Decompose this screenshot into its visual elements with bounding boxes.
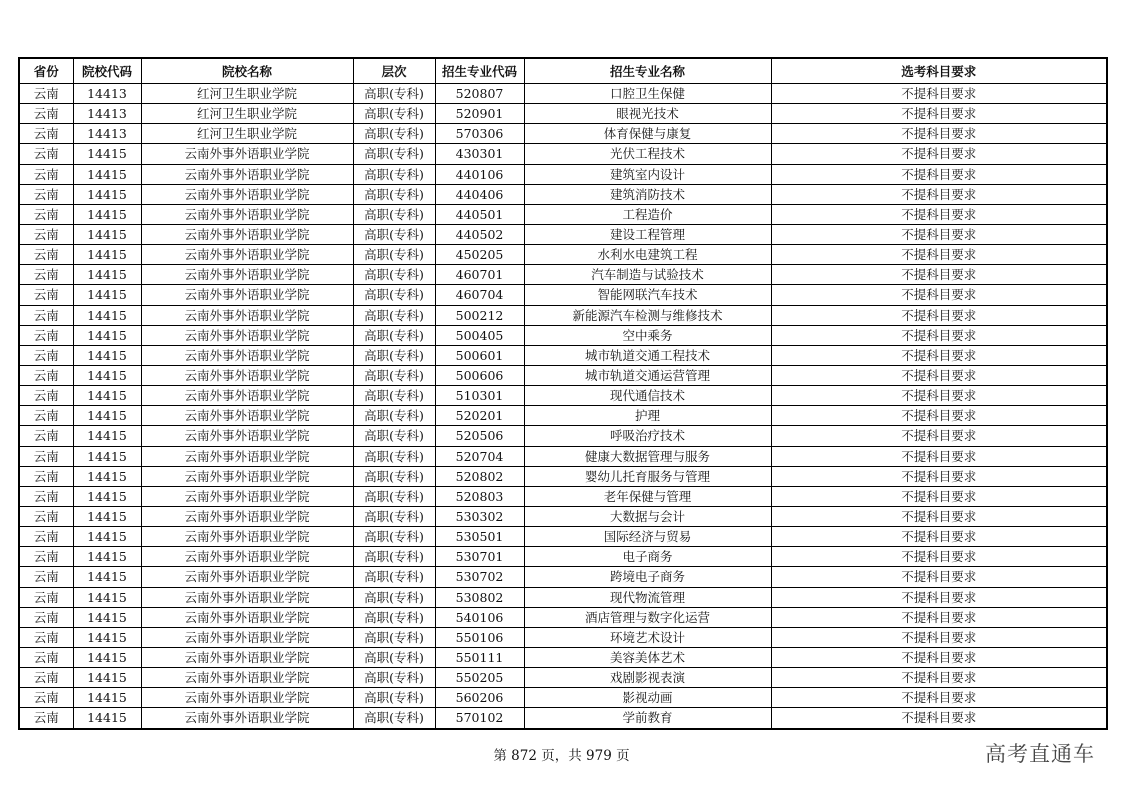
table-row <box>19 325 1107 345</box>
major-name-cell: 空中乘务 <box>524 325 771 345</box>
major-name-cell: 现代通信技术 <box>524 386 771 406</box>
subject-requirement-cell: 不提科目要求 <box>771 647 1107 667</box>
subject-requirement-cell: 不提科目要求 <box>771 527 1107 547</box>
level-cell: 高职(专科) <box>353 527 435 547</box>
school-name-cell: 云南外事外语职业学院 <box>141 446 353 466</box>
province-cell: 云南 <box>19 164 73 184</box>
header-province: 省份 <box>19 58 73 84</box>
school-name-cell: 云南外事外语职业学院 <box>141 184 353 204</box>
subject-requirement-cell: 不提科目要求 <box>771 486 1107 506</box>
school-name-cell: 云南外事外语职业学院 <box>141 547 353 567</box>
level-cell: 高职(专科) <box>353 406 435 426</box>
school-name-cell: 红河卫生职业学院 <box>141 84 353 104</box>
major-name-cell: 新能源汽车检测与维修技术 <box>524 305 771 325</box>
subject-requirement-cell: 不提科目要求 <box>771 285 1107 305</box>
level-cell: 高职(专科) <box>353 426 435 446</box>
level-cell: 高职(专科) <box>353 144 435 164</box>
school-name-cell: 云南外事外语职业学院 <box>141 466 353 486</box>
subject-requirement-cell: 不提科目要求 <box>771 265 1107 285</box>
table-row <box>19 426 1107 446</box>
school-code-cell: 14415 <box>73 305 141 325</box>
major-name-cell: 光伏工程技术 <box>524 144 771 164</box>
major-code-cell: 440502 <box>435 224 524 244</box>
major-code-cell: 530702 <box>435 567 524 587</box>
major-name-cell: 老年保健与管理 <box>524 486 771 506</box>
major-name-cell: 汽车制造与试验技术 <box>524 265 771 285</box>
major-code-cell: 540106 <box>435 607 524 627</box>
subject-requirement-cell: 不提科目要求 <box>771 506 1107 526</box>
major-code-cell: 520803 <box>435 486 524 506</box>
school-name-cell: 云南外事外语职业学院 <box>141 345 353 365</box>
table-row <box>19 647 1107 667</box>
table-row <box>19 527 1107 547</box>
table-row <box>19 406 1107 426</box>
province-cell: 云南 <box>19 587 73 607</box>
major-name-cell: 现代物流管理 <box>524 587 771 607</box>
school-code-cell: 14415 <box>73 486 141 506</box>
school-name-cell: 云南外事外语职业学院 <box>141 224 353 244</box>
table-row <box>19 688 1107 708</box>
school-code-cell: 14415 <box>73 164 141 184</box>
school-name-cell: 云南外事外语职业学院 <box>141 587 353 607</box>
province-cell: 云南 <box>19 124 73 144</box>
table-row <box>19 204 1107 224</box>
level-cell: 高职(专科) <box>353 567 435 587</box>
school-code-cell: 14415 <box>73 365 141 385</box>
subject-requirement-cell: 不提科目要求 <box>771 305 1107 325</box>
subject-requirement-cell: 不提科目要求 <box>771 708 1107 729</box>
header-major-name: 招生专业名称 <box>524 58 771 84</box>
table-row <box>19 708 1107 729</box>
school-name-cell: 红河卫生职业学院 <box>141 104 353 124</box>
school-code-cell: 14415 <box>73 325 141 345</box>
subject-requirement-cell: 不提科目要求 <box>771 124 1107 144</box>
level-cell: 高职(专科) <box>353 184 435 204</box>
school-code-cell: 14415 <box>73 406 141 426</box>
major-code-cell: 550111 <box>435 647 524 667</box>
table-row <box>19 607 1107 627</box>
province-cell: 云南 <box>19 265 73 285</box>
table-row <box>19 184 1107 204</box>
major-name-cell: 建筑室内设计 <box>524 164 771 184</box>
subject-requirement-cell: 不提科目要求 <box>771 104 1107 124</box>
major-code-cell: 500212 <box>435 305 524 325</box>
province-cell: 云南 <box>19 527 73 547</box>
school-code-cell: 14415 <box>73 466 141 486</box>
table-row <box>19 547 1107 567</box>
province-cell: 云南 <box>19 386 73 406</box>
table-row <box>19 224 1107 244</box>
table-row <box>19 386 1107 406</box>
major-code-cell: 570306 <box>435 124 524 144</box>
school-code-cell: 14415 <box>73 647 141 667</box>
school-code-cell: 14415 <box>73 708 141 729</box>
major-name-cell: 体育保健与康复 <box>524 124 771 144</box>
subject-requirement-cell: 不提科目要求 <box>771 365 1107 385</box>
school-name-cell: 云南外事外语职业学院 <box>141 426 353 446</box>
major-name-cell: 城市轨道交通工程技术 <box>524 345 771 365</box>
province-cell: 云南 <box>19 285 73 305</box>
province-cell: 云南 <box>19 708 73 729</box>
school-name-cell: 云南外事外语职业学院 <box>141 285 353 305</box>
major-code-cell: 530302 <box>435 506 524 526</box>
school-code-cell: 14415 <box>73 285 141 305</box>
major-code-cell: 520201 <box>435 406 524 426</box>
major-name-cell: 戏剧影视表演 <box>524 668 771 688</box>
school-name-cell: 云南外事外语职业学院 <box>141 567 353 587</box>
province-cell: 云南 <box>19 144 73 164</box>
major-code-cell: 460701 <box>435 265 524 285</box>
level-cell: 高职(专科) <box>353 668 435 688</box>
school-name-cell: 云南外事外语职业学院 <box>141 527 353 547</box>
school-name-cell: 云南外事外语职业学院 <box>141 144 353 164</box>
level-cell: 高职(专科) <box>353 84 435 104</box>
province-cell: 云南 <box>19 104 73 124</box>
province-cell: 云南 <box>19 547 73 567</box>
subject-requirement-cell: 不提科目要求 <box>771 466 1107 486</box>
level-cell: 高职(专科) <box>353 104 435 124</box>
major-name-cell: 水利水电建筑工程 <box>524 245 771 265</box>
level-cell: 高职(专科) <box>353 486 435 506</box>
school-code-cell: 14415 <box>73 386 141 406</box>
province-cell: 云南 <box>19 426 73 446</box>
level-cell: 高职(专科) <box>353 124 435 144</box>
major-code-cell: 550205 <box>435 668 524 688</box>
major-code-cell: 450205 <box>435 245 524 265</box>
table-row <box>19 245 1107 265</box>
province-cell: 云南 <box>19 325 73 345</box>
admission-table <box>18 57 1108 730</box>
header-row <box>19 58 1107 84</box>
major-code-cell: 520802 <box>435 466 524 486</box>
subject-requirement-cell: 不提科目要求 <box>771 587 1107 607</box>
subject-requirement-cell: 不提科目要求 <box>771 144 1107 164</box>
major-code-cell: 520506 <box>435 426 524 446</box>
subject-requirement-cell: 不提科目要求 <box>771 345 1107 365</box>
major-name-cell: 眼视光技术 <box>524 104 771 124</box>
level-cell: 高职(专科) <box>353 627 435 647</box>
major-name-cell: 工程造价 <box>524 204 771 224</box>
province-cell: 云南 <box>19 688 73 708</box>
major-name-cell: 影视动画 <box>524 688 771 708</box>
province-cell: 云南 <box>19 506 73 526</box>
province-cell: 云南 <box>19 668 73 688</box>
level-cell: 高职(专科) <box>353 708 435 729</box>
table-row <box>19 345 1107 365</box>
major-code-cell: 500606 <box>435 365 524 385</box>
province-cell: 云南 <box>19 647 73 667</box>
school-name-cell: 云南外事外语职业学院 <box>141 164 353 184</box>
level-cell: 高职(专科) <box>353 265 435 285</box>
major-name-cell: 酒店管理与数字化运营 <box>524 607 771 627</box>
school-name-cell: 云南外事外语职业学院 <box>141 486 353 506</box>
table-row <box>19 285 1107 305</box>
major-code-cell: 530501 <box>435 527 524 547</box>
table-row <box>19 104 1107 124</box>
province-cell: 云南 <box>19 406 73 426</box>
major-code-cell: 550106 <box>435 627 524 647</box>
province-cell: 云南 <box>19 224 73 244</box>
major-name-cell: 电子商务 <box>524 547 771 567</box>
header-subject-requirement: 选考科目要求 <box>771 58 1107 84</box>
province-cell: 云南 <box>19 567 73 587</box>
school-name-cell: 云南外事外语职业学院 <box>141 627 353 647</box>
major-code-cell: 560206 <box>435 688 524 708</box>
major-code-cell: 570102 <box>435 708 524 729</box>
school-name-cell: 云南外事外语职业学院 <box>141 365 353 385</box>
province-cell: 云南 <box>19 184 73 204</box>
major-name-cell: 环境艺术设计 <box>524 627 771 647</box>
subject-requirement-cell: 不提科目要求 <box>771 386 1107 406</box>
school-name-cell: 云南外事外语职业学院 <box>141 265 353 285</box>
level-cell: 高职(专科) <box>353 345 435 365</box>
subject-requirement-cell: 不提科目要求 <box>771 426 1107 446</box>
subject-requirement-cell: 不提科目要求 <box>771 688 1107 708</box>
level-cell: 高职(专科) <box>353 446 435 466</box>
level-cell: 高职(专科) <box>353 688 435 708</box>
school-code-cell: 14415 <box>73 144 141 164</box>
school-code-cell: 14413 <box>73 84 141 104</box>
level-cell: 高职(专科) <box>353 164 435 184</box>
school-code-cell: 14415 <box>73 446 141 466</box>
province-cell: 云南 <box>19 607 73 627</box>
level-cell: 高职(专科) <box>353 607 435 627</box>
table-row <box>19 486 1107 506</box>
school-name-cell: 云南外事外语职业学院 <box>141 506 353 526</box>
province-cell: 云南 <box>19 345 73 365</box>
subject-requirement-cell: 不提科目要求 <box>771 204 1107 224</box>
school-name-cell: 云南外事外语职业学院 <box>141 607 353 627</box>
major-code-cell: 440406 <box>435 184 524 204</box>
level-cell: 高职(专科) <box>353 224 435 244</box>
major-name-cell: 城市轨道交通运营管理 <box>524 365 771 385</box>
table-row <box>19 144 1107 164</box>
table-row <box>19 506 1107 526</box>
level-cell: 高职(专科) <box>353 466 435 486</box>
subject-requirement-cell: 不提科目要求 <box>771 627 1107 647</box>
header-school-code: 院校代码 <box>73 58 141 84</box>
major-name-cell: 呼吸治疗技术 <box>524 426 771 446</box>
school-name-cell: 云南外事外语职业学院 <box>141 406 353 426</box>
school-code-cell: 14415 <box>73 567 141 587</box>
school-code-cell: 14415 <box>73 204 141 224</box>
major-name-cell: 智能网联汽车技术 <box>524 285 771 305</box>
school-code-cell: 14415 <box>73 184 141 204</box>
school-code-cell: 14415 <box>73 345 141 365</box>
school-name-cell: 云南外事外语职业学院 <box>141 204 353 224</box>
level-cell: 高职(专科) <box>353 506 435 526</box>
school-code-cell: 14415 <box>73 668 141 688</box>
table-row <box>19 164 1107 184</box>
province-cell: 云南 <box>19 466 73 486</box>
school-code-cell: 14415 <box>73 688 141 708</box>
school-code-cell: 14415 <box>73 506 141 526</box>
major-name-cell: 婴幼儿托育服务与管理 <box>524 466 771 486</box>
school-code-cell: 14415 <box>73 627 141 647</box>
subject-requirement-cell: 不提科目要求 <box>771 446 1107 466</box>
table-row <box>19 466 1107 486</box>
major-code-cell: 440501 <box>435 204 524 224</box>
subject-requirement-cell: 不提科目要求 <box>771 668 1107 688</box>
major-code-cell: 440106 <box>435 164 524 184</box>
table-row <box>19 627 1107 647</box>
level-cell: 高职(专科) <box>353 325 435 345</box>
subject-requirement-cell: 不提科目要求 <box>771 224 1107 244</box>
subject-requirement-cell: 不提科目要求 <box>771 547 1107 567</box>
school-code-cell: 14415 <box>73 587 141 607</box>
level-cell: 高职(专科) <box>353 647 435 667</box>
header-school-name: 院校名称 <box>141 58 353 84</box>
school-code-cell: 14415 <box>73 245 141 265</box>
major-code-cell: 520807 <box>435 84 524 104</box>
school-code-cell: 14415 <box>73 265 141 285</box>
level-cell: 高职(专科) <box>353 386 435 406</box>
subject-requirement-cell: 不提科目要求 <box>771 567 1107 587</box>
table-row <box>19 587 1107 607</box>
school-name-cell: 云南外事外语职业学院 <box>141 688 353 708</box>
school-name-cell: 红河卫生职业学院 <box>141 124 353 144</box>
subject-requirement-cell: 不提科目要求 <box>771 325 1107 345</box>
table-row <box>19 567 1107 587</box>
major-name-cell: 跨境电子商务 <box>524 567 771 587</box>
subject-requirement-cell: 不提科目要求 <box>771 184 1107 204</box>
table-row <box>19 265 1107 285</box>
major-code-cell: 460704 <box>435 285 524 305</box>
province-cell: 云南 <box>19 305 73 325</box>
school-name-cell: 云南外事外语职业学院 <box>141 325 353 345</box>
province-cell: 云南 <box>19 84 73 104</box>
level-cell: 高职(专科) <box>353 365 435 385</box>
province-cell: 云南 <box>19 245 73 265</box>
table-row <box>19 305 1107 325</box>
school-name-cell: 云南外事外语职业学院 <box>141 386 353 406</box>
major-code-cell: 500405 <box>435 325 524 345</box>
province-cell: 云南 <box>19 627 73 647</box>
province-cell: 云南 <box>19 486 73 506</box>
school-code-cell: 14415 <box>73 607 141 627</box>
page-number: 第 872 页，共 979 页 <box>493 748 630 764</box>
province-cell: 云南 <box>19 446 73 466</box>
table-row <box>19 668 1107 688</box>
level-cell: 高职(专科) <box>353 245 435 265</box>
major-name-cell: 护理 <box>524 406 771 426</box>
major-code-cell: 520704 <box>435 446 524 466</box>
school-name-cell: 云南外事外语职业学院 <box>141 245 353 265</box>
school-name-cell: 云南外事外语职业学院 <box>141 647 353 667</box>
subject-requirement-cell: 不提科目要求 <box>771 607 1107 627</box>
level-cell: 高职(专科) <box>353 285 435 305</box>
school-name-cell: 云南外事外语职业学院 <box>141 305 353 325</box>
school-name-cell: 云南外事外语职业学院 <box>141 708 353 729</box>
major-name-cell: 建筑消防技术 <box>524 184 771 204</box>
level-cell: 高职(专科) <box>353 305 435 325</box>
major-code-cell: 510301 <box>435 386 524 406</box>
province-cell: 云南 <box>19 204 73 224</box>
major-code-cell: 500601 <box>435 345 524 365</box>
major-name-cell: 大数据与会计 <box>524 506 771 526</box>
major-name-cell: 口腔卫生保健 <box>524 84 771 104</box>
major-name-cell: 健康大数据管理与服务 <box>524 446 771 466</box>
level-cell: 高职(专科) <box>353 547 435 567</box>
major-name-cell: 国际经济与贸易 <box>524 527 771 547</box>
subject-requirement-cell: 不提科目要求 <box>771 406 1107 426</box>
major-code-cell: 530701 <box>435 547 524 567</box>
school-name-cell: 云南外事外语职业学院 <box>141 668 353 688</box>
table-row <box>19 365 1107 385</box>
table-row <box>19 124 1107 144</box>
school-code-cell: 14415 <box>73 527 141 547</box>
major-name-cell: 建设工程管理 <box>524 224 771 244</box>
school-code-cell: 14413 <box>73 124 141 144</box>
school-code-cell: 14413 <box>73 104 141 124</box>
province-cell: 云南 <box>19 365 73 385</box>
level-cell: 高职(专科) <box>353 204 435 224</box>
subject-requirement-cell: 不提科目要求 <box>771 164 1107 184</box>
school-code-cell: 14415 <box>73 224 141 244</box>
level-cell: 高职(专科) <box>353 587 435 607</box>
major-code-cell: 520901 <box>435 104 524 124</box>
major-name-cell: 学前教育 <box>524 708 771 729</box>
major-code-cell: 430301 <box>435 144 524 164</box>
subject-requirement-cell: 不提科目要求 <box>771 84 1107 104</box>
school-code-cell: 14415 <box>73 547 141 567</box>
subject-requirement-cell: 不提科目要求 <box>771 245 1107 265</box>
school-code-cell: 14415 <box>73 426 141 446</box>
table-row <box>19 84 1107 104</box>
watermark-logo-text: 高考直通车 <box>985 742 1095 766</box>
major-name-cell: 美容美体艺术 <box>524 647 771 667</box>
table-row <box>19 446 1107 466</box>
major-code-cell: 530802 <box>435 587 524 607</box>
header-major-code: 招生专业代码 <box>435 58 524 84</box>
header-level: 层次 <box>353 58 435 84</box>
